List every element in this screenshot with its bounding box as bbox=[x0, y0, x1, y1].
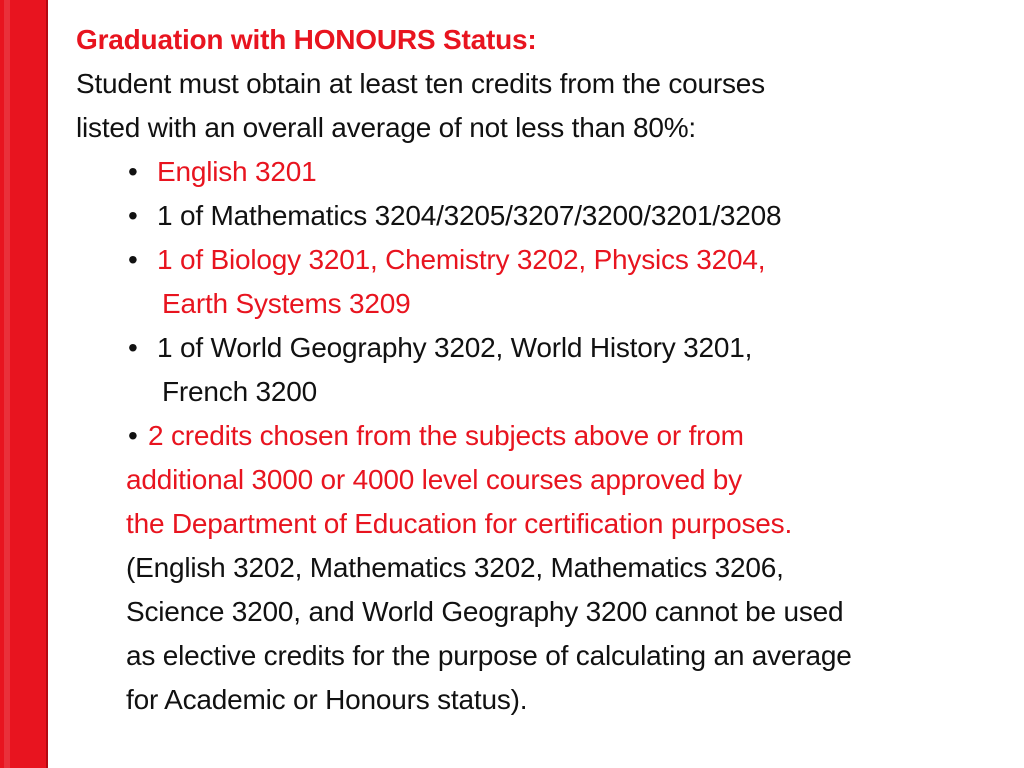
elective-line-3: the Department of Education for certification purposes. bbox=[126, 508, 793, 539]
list-item-text: 1 of World Geography 3202, World History 3201, bbox=[157, 332, 753, 363]
slide-heading: Graduation with HONOURS Status: bbox=[76, 24, 537, 55]
list-item-text: 1 of Biology 3201, Chemistry 3202, Physics 3204, bbox=[157, 244, 766, 275]
note-line-1: (English 3202, Mathematics 3202, Mathematics 3206, bbox=[126, 552, 784, 583]
list-item-electives bbox=[76, 414, 1016, 458]
bullet-icon: • bbox=[128, 420, 138, 451]
elective-line-1: 2 credits chosen from the subjects above or from bbox=[148, 420, 744, 451]
slide-content bbox=[76, 18, 1016, 722]
intro-line-2: listed with an overall average of not less than 80%: bbox=[76, 112, 696, 143]
note-line-2: Science 3200, and World Geography 3200 cannot be used bbox=[126, 596, 844, 627]
list-item-science-continuation: Earth Systems 3209 bbox=[162, 288, 411, 319]
list-item-mathematics bbox=[76, 194, 1016, 238]
list-item-text: English 3201 bbox=[157, 156, 317, 187]
left-accent-bar bbox=[0, 0, 48, 768]
list-item-social-studies bbox=[76, 326, 1016, 370]
elective-line-2: additional 3000 or 4000 level courses approved by bbox=[126, 464, 742, 495]
bullet-icon: • bbox=[128, 156, 138, 187]
list-item-english bbox=[76, 150, 1016, 194]
bullet-icon: • bbox=[128, 244, 138, 275]
list-item-social-studies-continuation: French 3200 bbox=[162, 376, 318, 407]
bullet-icon: • bbox=[128, 200, 138, 231]
list-item-science bbox=[76, 238, 1016, 282]
left-accent-bar-highlight bbox=[4, 0, 10, 768]
intro-line-1: Student must obtain at least ten credits from the courses bbox=[76, 68, 765, 99]
note-line-3: as elective credits for the purpose of calculating an average bbox=[126, 640, 852, 671]
bullet-icon: • bbox=[128, 332, 138, 363]
list-item-text: 1 of Mathematics 3204/3205/3207/3200/3201/3208 bbox=[157, 200, 782, 231]
note-line-4: for Academic or Honours status). bbox=[126, 684, 528, 715]
